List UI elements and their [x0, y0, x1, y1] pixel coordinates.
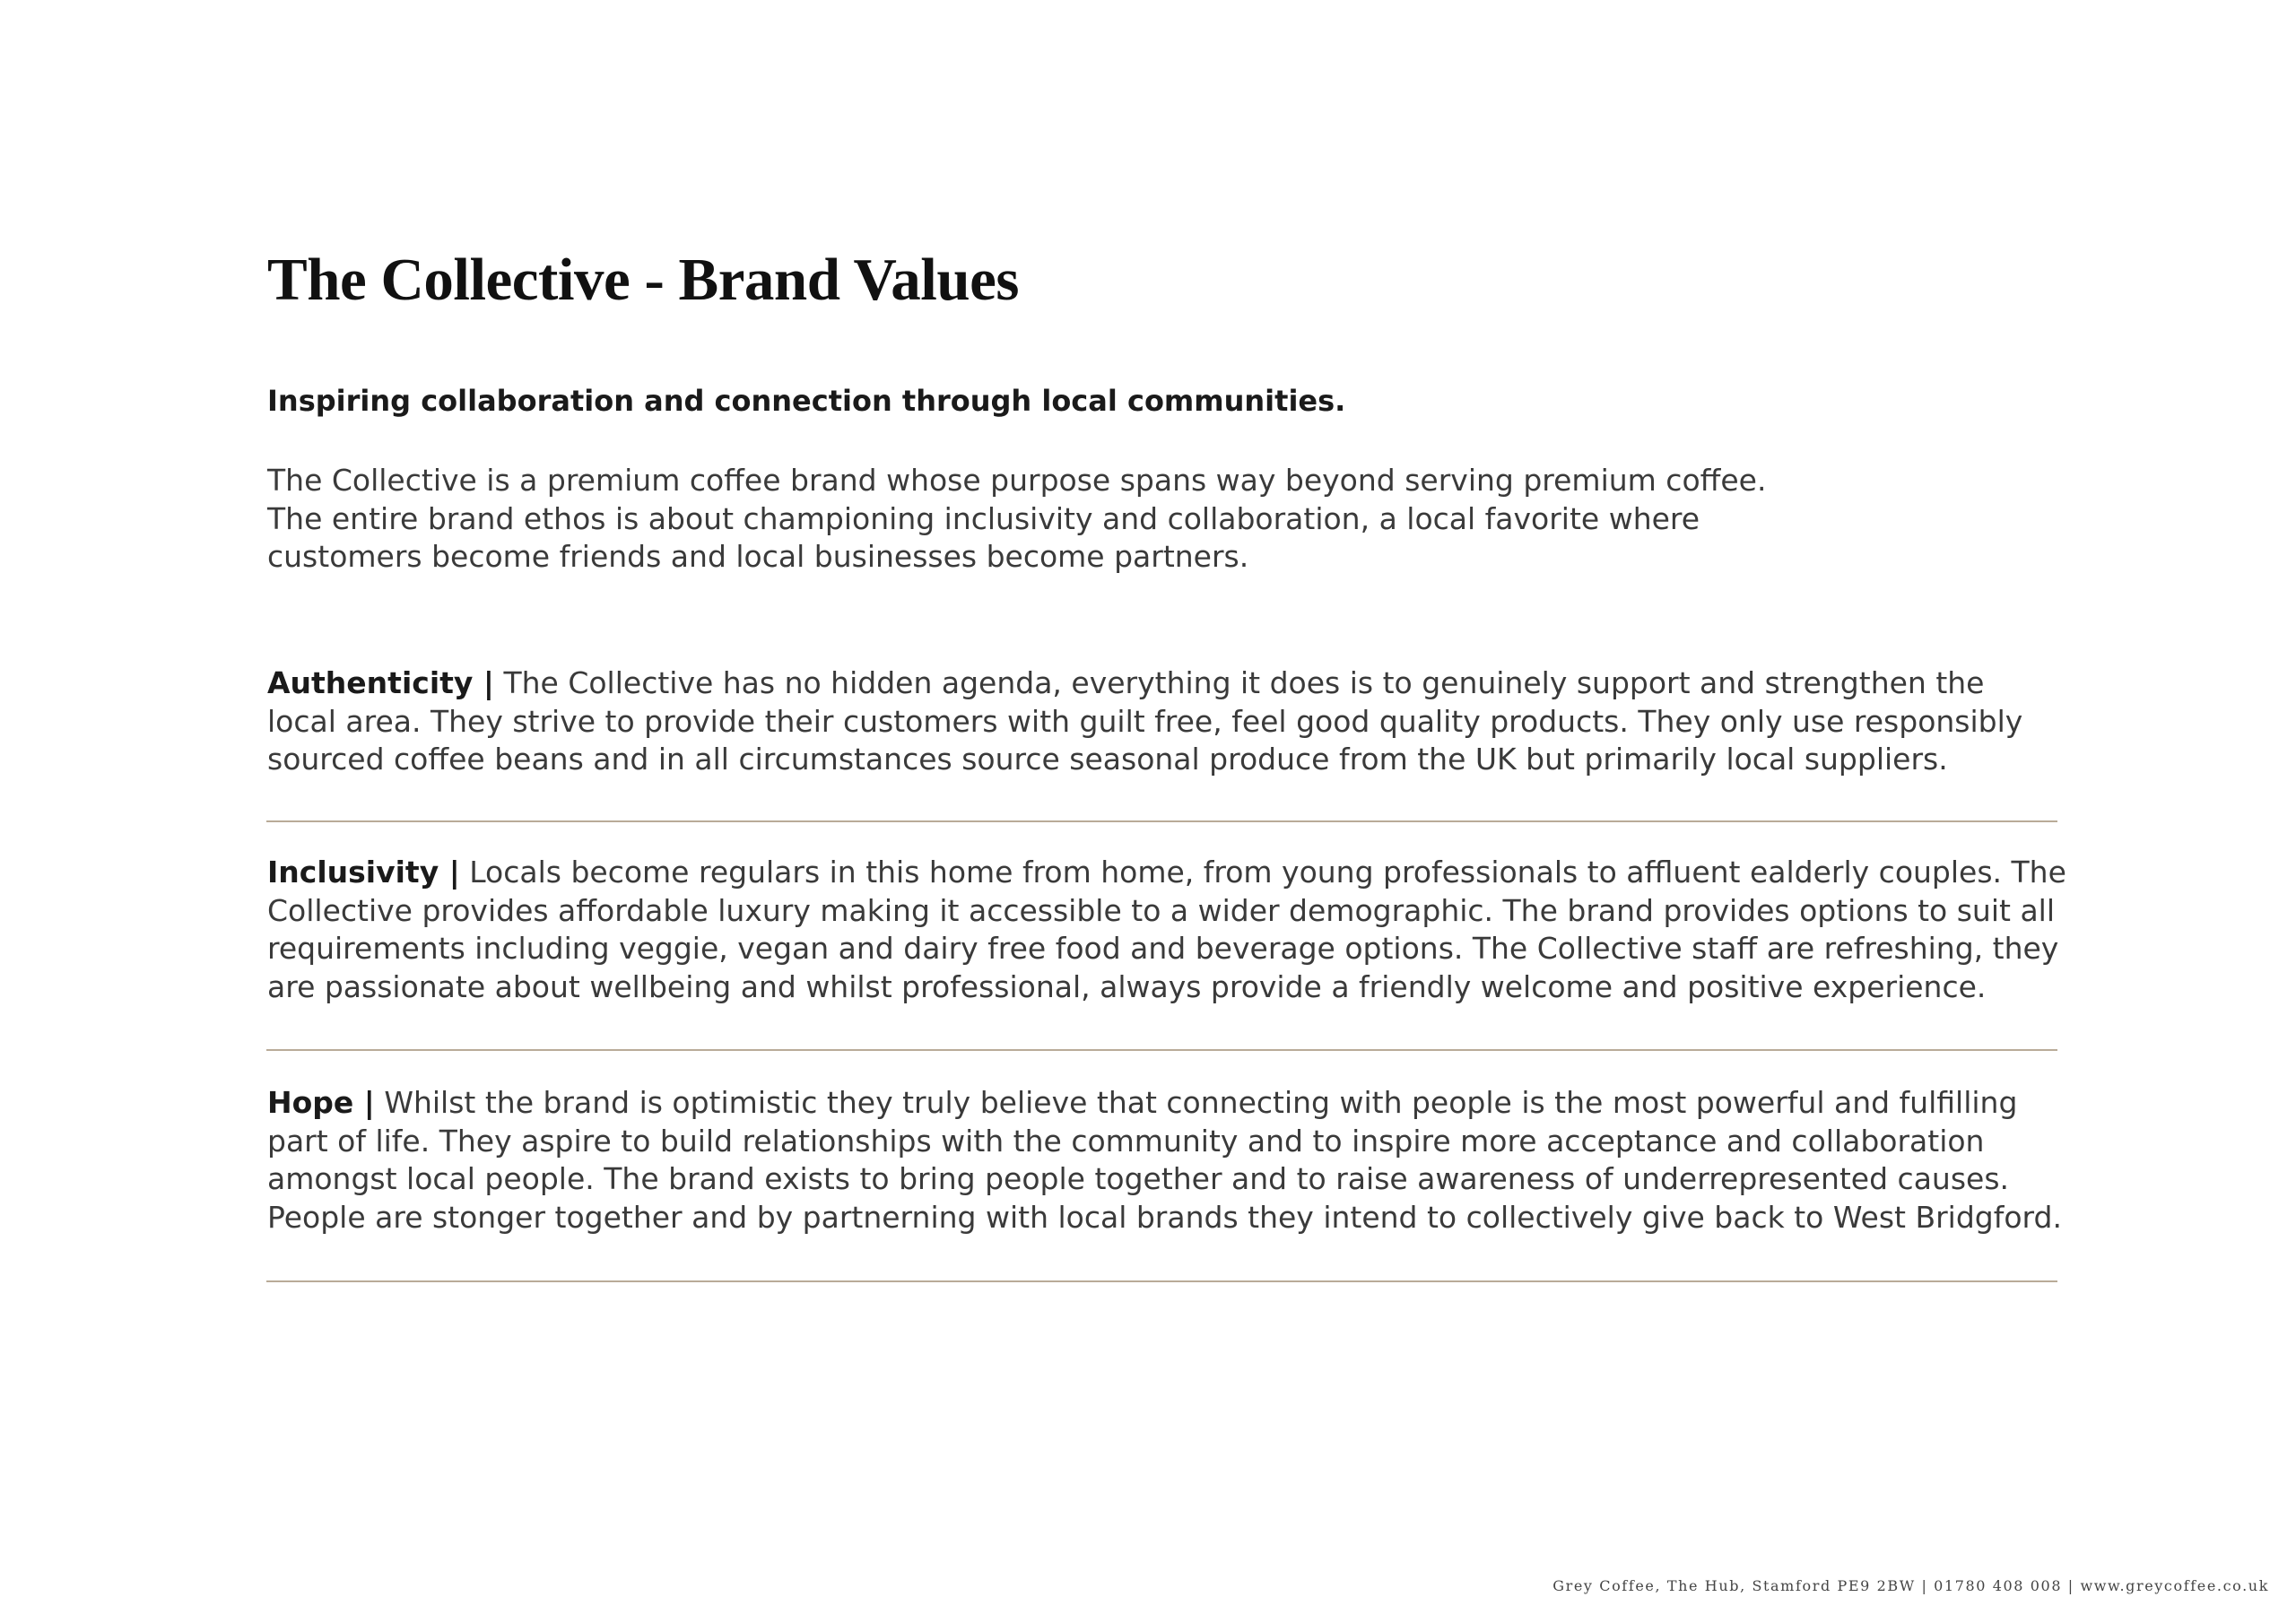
value-line: Collective provides affordable luxury making it accessible to a wider demographic. The brand provides options to suit all [267, 892, 2056, 928]
value-line: local area. They strive to provide their customers with guilt free, feel good quality products. They only use responsibly [267, 703, 2023, 739]
value-name: Inclusivity | [267, 855, 460, 890]
value-line [267, 854, 2079, 892]
value-inclusivity [267, 854, 2079, 1006]
value-text: The Collective has no hidden agenda, everything it does is to genuinely support and strengthen the [493, 665, 1985, 700]
value-line [267, 1084, 2079, 1123]
value-authenticity [267, 664, 2079, 779]
brand-intro [267, 462, 1837, 577]
value-name: Hope | [267, 1085, 375, 1120]
value-text: Whilst the brand is optimistic they truly believe that connecting with people is the most powerful and fulfilling [374, 1085, 2018, 1120]
footer-contact: Grey Coffee, The Hub, Stamford PE9 2BW | 01780 408 008 | www.greycoffee.co.uk [1552, 1577, 2269, 1594]
value-name: Authenticity | [267, 665, 494, 700]
value-line: People are stonger together and by partnerning with local brands they intend to collectively give back to West Bridgford. [267, 1199, 2062, 1235]
intro-line: The Collective is a premium coffee brand whose purpose spans way beyond serving premium coffee. [267, 463, 1767, 498]
intro-line: The entire brand ethos is about championing inclusivity and collaboration, a local favorite where [267, 500, 1700, 536]
value-line: amongst local people. The brand exists to bring people together and to raise awareness of underrepresented causes. [267, 1161, 2010, 1196]
section-divider [266, 1280, 2057, 1282]
section-divider [266, 1049, 2057, 1051]
page-title: The Collective - Brand Values [267, 247, 1019, 313]
value-line: are passionate about wellbeing and whilst professional, always provide a friendly welcome and positive experience. [267, 968, 1987, 1004]
value-text: Locals become regulars in this home from home, from young professionals to affluent ealderly couples. The [459, 855, 2066, 890]
value-line: part of life. They aspire to build relationships with the community and to inspire more acceptance and collaboration [267, 1123, 1985, 1159]
section-divider [266, 820, 2057, 822]
value-line: requirements including veggie, vegan and dairy free food and beverage options. The Collective staff are refreshing, they [267, 931, 2059, 966]
value-hope [267, 1084, 2079, 1237]
value-line [267, 664, 2079, 703]
intro-line: customers become friends and local businesses become partners. [267, 539, 1249, 574]
value-line: sourced coffee beans and in all circumstances source seasonal produce from the UK but primarily local suppliers. [267, 742, 1948, 777]
brand-tagline: Inspiring collaboration and connection through local communities. [267, 384, 1346, 418]
